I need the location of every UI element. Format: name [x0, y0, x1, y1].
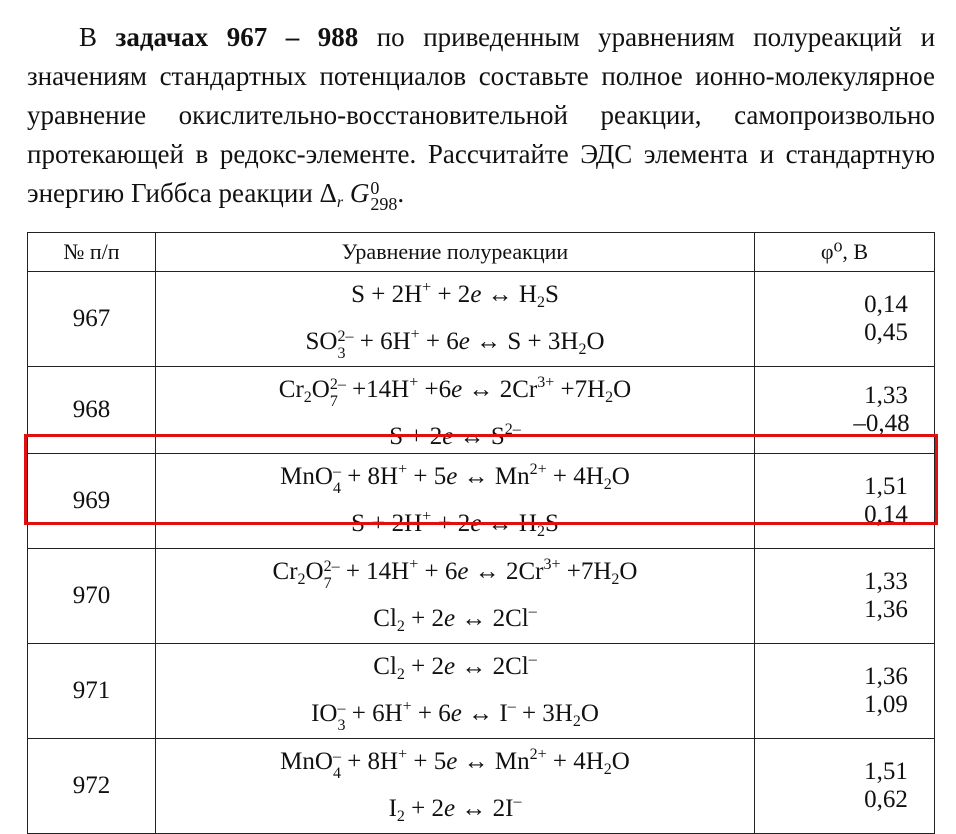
half-reaction-equations [156, 367, 755, 454]
potential-value: 1,36 [864, 663, 908, 690]
header-potential: φ⁰, В [755, 233, 935, 272]
half-reaction: $Cr_2O$ 2– 7 + 14H+ + 6e ↔ $2Cr^{3+} +7H_2O$ [272, 556, 638, 592]
standard-potentials [755, 644, 935, 739]
standard-potentials [755, 367, 935, 454]
half-reaction: MnO – 4 + 8H+ + 5e ↔ $Mn^{2+} + 4H_2O$ [280, 461, 630, 497]
header-equation: Уравнение полуреакции [156, 233, 755, 272]
potential-value: 1,51 [864, 758, 908, 785]
potential-value: 0,62 [864, 786, 908, 813]
potential-value: 1,51 [864, 473, 908, 500]
half-reaction: IO – 3 + 6H+ + 6e ↔ $I^- + 3H_2O$ [311, 698, 599, 734]
table-row-highlighted [28, 454, 935, 549]
half-reaction-equations [156, 644, 755, 739]
standard-potentials [755, 454, 935, 549]
table-row [28, 739, 935, 834]
task-range: задачах 967 – 988 [115, 22, 359, 52]
half-reaction: $Cl_2 + 2e$ ↔ 2Cl– [373, 603, 537, 635]
standard-potentials [755, 739, 935, 834]
task-number: 968 [28, 367, 156, 454]
standard-potentials [755, 272, 935, 367]
task-number: 971 [28, 644, 156, 739]
half-reaction: $Cl_2 + 2e$ ↔ 2Cl– [373, 651, 537, 683]
table-row [28, 549, 935, 644]
task-number: 969 [28, 454, 156, 549]
table-row [28, 644, 935, 739]
half-reaction: $I_2 + 2e$ ↔ 2I– [388, 793, 522, 825]
potential-value: 0,45 [864, 319, 908, 346]
standard-potentials [755, 549, 935, 644]
half-reaction-equations [156, 739, 755, 834]
task-number: 970 [28, 549, 156, 644]
half-reaction: MnO – 4 + 8H+ + 5e ↔ $Mn^{2+} + 4H_2O$ [280, 746, 630, 782]
task-number: 972 [28, 739, 156, 834]
half-reaction: $Cr_2O$ 2– 7 +14H+ +6e ↔ $2Cr^{3+} +7H_2O$ [278, 374, 632, 410]
potential-value: 1,36 [864, 596, 908, 623]
intro-body: по приведенным уравнениям полуреакций и значениям стандартных потенциалов составьте полное ионно-молекулярное уравнение окислительно-восстановительной реакции, самопроизвольно протекающей в редокс-элементе. Рассчитайте ЭДС элемента и стандартную энергию Гиббса реакции [27, 22, 936, 208]
table-row [28, 367, 935, 454]
table-row [28, 272, 935, 367]
potential-value: 1,09 [864, 691, 908, 718]
gibbs-energy-symbol: $\Delta_r$ G 0 298 . [319, 178, 405, 214]
half-reaction-equations [156, 549, 755, 644]
intro-lead: В [79, 22, 98, 52]
potential-value: 1,33 [864, 568, 908, 595]
potential-value: 0,14 [864, 501, 908, 528]
half-reaction-equations [156, 454, 755, 549]
half-reaction: S + 2H+ + 2e ↔ $H_2S$ [351, 508, 559, 540]
half-reactions-table [27, 232, 935, 834]
half-reaction-equations [156, 272, 755, 367]
potential-value: 1,33 [864, 382, 908, 409]
header-number: № п/п [28, 233, 156, 272]
half-reaction: S + 2e ↔ $S^{2-}$ [389, 421, 521, 450]
task-number: 967 [28, 272, 156, 367]
potential-value: 0,14 [864, 291, 908, 318]
task-description [27, 18, 935, 222]
half-reaction: S + 2H+ + 2e ↔ $H_2S$ [351, 279, 559, 311]
potential-value: –0,48 [853, 410, 910, 437]
half-reaction: SO 2– 3 + 6H+ + 6e ↔ $S + 3H_2O$ [305, 326, 605, 362]
